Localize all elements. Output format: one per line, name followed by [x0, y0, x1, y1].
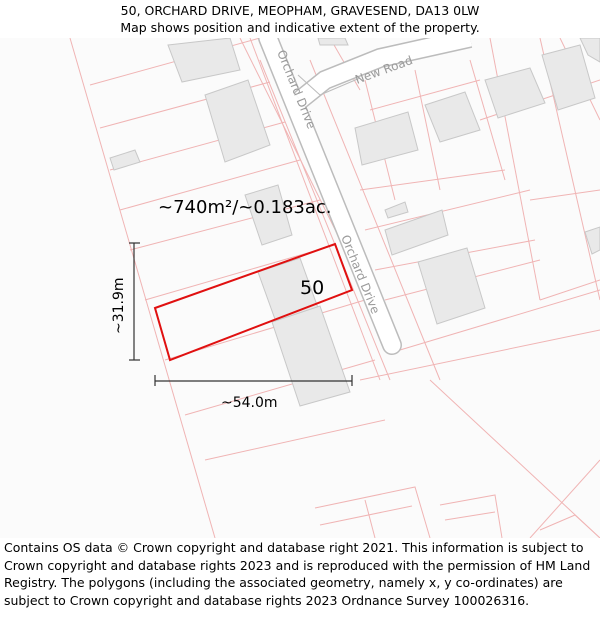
road-label-orchard-drive-upper: Orchard Drive: [274, 47, 319, 131]
width-dimension-label: ~54.0m: [221, 395, 278, 411]
height-dimension-label: ~31.9m: [111, 277, 127, 334]
map-header: [0, 0, 600, 38]
plot-number-label: 50: [300, 277, 325, 299]
address-title: 50, ORCHARD DRIVE, MEOPHAM, GRAVESEND, DA13 0LW: [120, 3, 480, 18]
road-label-new-road: New Road: [353, 53, 415, 87]
buildings: [110, 38, 600, 406]
parcel-boundaries: [70, 38, 600, 538]
area-label: ~740m²/~0.183ac.: [158, 197, 332, 218]
road-label-orchard-drive-lower: Orchard Drive: [338, 232, 383, 316]
height-dimension: [129, 243, 140, 360]
map-subtitle: Map shows position and indicative extent of the property.: [120, 20, 480, 35]
map-canvas: [0, 38, 600, 538]
property-map[interactable]: [0, 38, 600, 538]
attribution-footer: Contains OS data © Crown copyright and database right 2021. This information is subject to Crown copyright and database rights 2023 and is reproduced with the permission of HM Land Registry. The polygons (including the associated geometry, namely x, y co-ordinates) are subject to Crown copyright and database rights 2023 Ordnance Survey 100026316.: [4, 540, 591, 608]
